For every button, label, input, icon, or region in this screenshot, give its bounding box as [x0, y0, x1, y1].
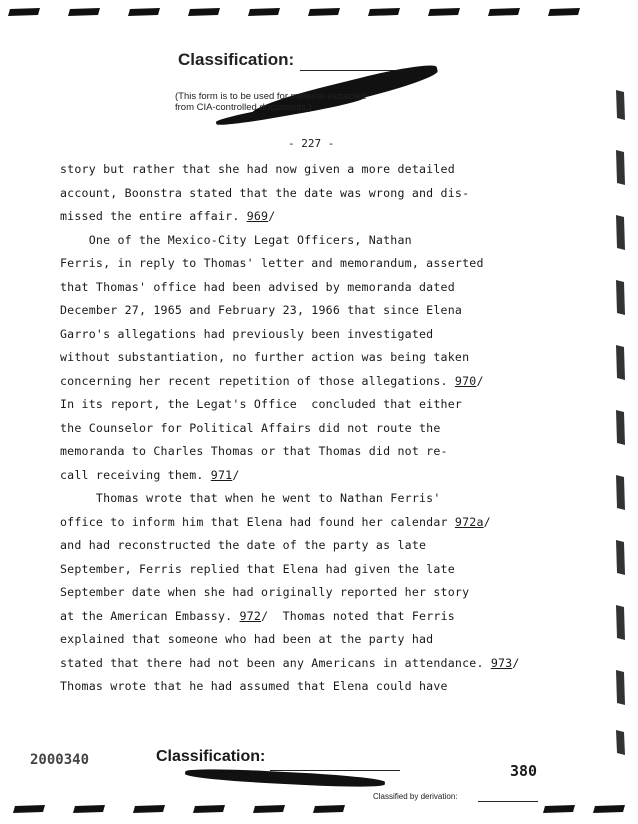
- footer-classification-label: Classification:: [156, 748, 266, 765]
- body-line: [60, 558, 560, 582]
- body-line: [60, 252, 560, 276]
- body-line-text: story but rather that she had now given a more detailed: [60, 162, 455, 176]
- body-line: [60, 652, 560, 676]
- body-line-text: without substantiation, no further action was being taken: [60, 350, 470, 364]
- footnote-reference: 971: [210, 467, 233, 482]
- body-line-suffix: /: [476, 373, 484, 388]
- footnote-reference: 969: [246, 209, 269, 223]
- document-body: [60, 158, 560, 699]
- body-line: [60, 511, 560, 535]
- body-line-text: In its report, the Legat's Office concluded that either: [60, 397, 463, 411]
- body-line: [60, 464, 560, 488]
- body-line: [60, 628, 560, 652]
- body-line: [60, 393, 560, 417]
- body-line-text: explained that someone who had been at the party had: [60, 632, 434, 646]
- body-line-text: missed the entire affair.: [60, 209, 247, 223]
- body-line: [60, 417, 560, 441]
- footnote-reference: 970: [454, 373, 477, 388]
- body-line-text: December 27, 1965 and February 23, 1966 that since Elena: [60, 303, 463, 317]
- body-line: [60, 229, 560, 253]
- footnote-reference: 972a: [454, 514, 484, 529]
- body-line-text: memoranda to Charles Thomas or that Thomas did not re-: [60, 444, 448, 458]
- body-line-text: Thomas wrote that when he went to Nathan Ferris': [60, 491, 441, 505]
- footer-derivation-label: Classified by derivation:: [373, 792, 458, 801]
- body-line: [60, 205, 560, 229]
- body-line-text: Ferris, in reply to Thomas' letter and memorandum, asserted: [60, 256, 484, 270]
- footer-page-number: 380: [510, 762, 538, 780]
- body-line: [60, 487, 560, 511]
- header-usage-note-line2: from CIA-controlled documents.): [175, 102, 312, 113]
- body-line: [60, 675, 560, 699]
- body-line-suffix: /: [268, 209, 276, 223]
- body-line-text: the Counselor for Political Affairs did not route the: [60, 420, 441, 435]
- body-line-text: account, Boonstra stated that the date was wrong and dis-: [60, 185, 470, 200]
- body-line-text: Garro's allegations had previously been investigated: [60, 326, 434, 341]
- top-dash-border: [0, 6, 638, 20]
- body-line: [60, 370, 560, 394]
- body-line-suffix: /: [483, 514, 491, 529]
- body-line: [60, 346, 560, 370]
- body-line-text: Thomas wrote that he had assumed that Elena could have: [60, 679, 448, 693]
- body-line-suffix: /: [512, 655, 520, 670]
- body-line: [60, 534, 560, 558]
- body-line-text: stated that there had not been any Americans in attendance.: [60, 655, 491, 670]
- body-line: [60, 581, 560, 605]
- footer-classification-line: [270, 770, 400, 771]
- body-line-text: and had reconstructed the date of the party as late: [60, 538, 427, 552]
- body-line-text: office to inform him that Elena had found her calendar: [60, 514, 455, 529]
- footnote-reference: 972: [239, 608, 262, 623]
- body-line: [60, 276, 560, 300]
- header-usage-note: [175, 91, 445, 113]
- body-line-text: call receiving them.: [60, 467, 211, 482]
- body-line-suffix: /: [232, 467, 240, 482]
- header-usage-note-line1: (This form is to be used for material extracted: [175, 91, 367, 102]
- body-line-text: at the American Embassy.: [60, 608, 240, 623]
- bottom-dash-border: [0, 802, 638, 816]
- footnote-reference: 973: [490, 655, 513, 670]
- body-line: [60, 158, 560, 182]
- header-classification-label: Classification:: [178, 50, 295, 69]
- body-line: [60, 299, 560, 323]
- body-line-text: One of the Mexico-City Legat Officers, Nathan: [60, 232, 412, 247]
- body-line: [60, 182, 560, 206]
- page-number: - 227 -: [288, 137, 335, 150]
- body-line-text: September, Ferris replied that Elena had given the late: [60, 561, 455, 576]
- body-line-text: that Thomas' office had been advised by memoranda dated: [60, 279, 455, 294]
- body-line: [60, 323, 560, 347]
- right-dash-border: [610, 90, 632, 790]
- footer-document-id: 2000340: [30, 752, 90, 768]
- body-line: [60, 440, 560, 464]
- body-line: [60, 605, 560, 629]
- body-line-suffix: / Thomas noted that Ferris: [261, 608, 455, 623]
- body-line-text: concerning her recent repetition of those allegations.: [60, 373, 455, 388]
- body-line-text: September date when she had originally reported her story: [60, 585, 470, 599]
